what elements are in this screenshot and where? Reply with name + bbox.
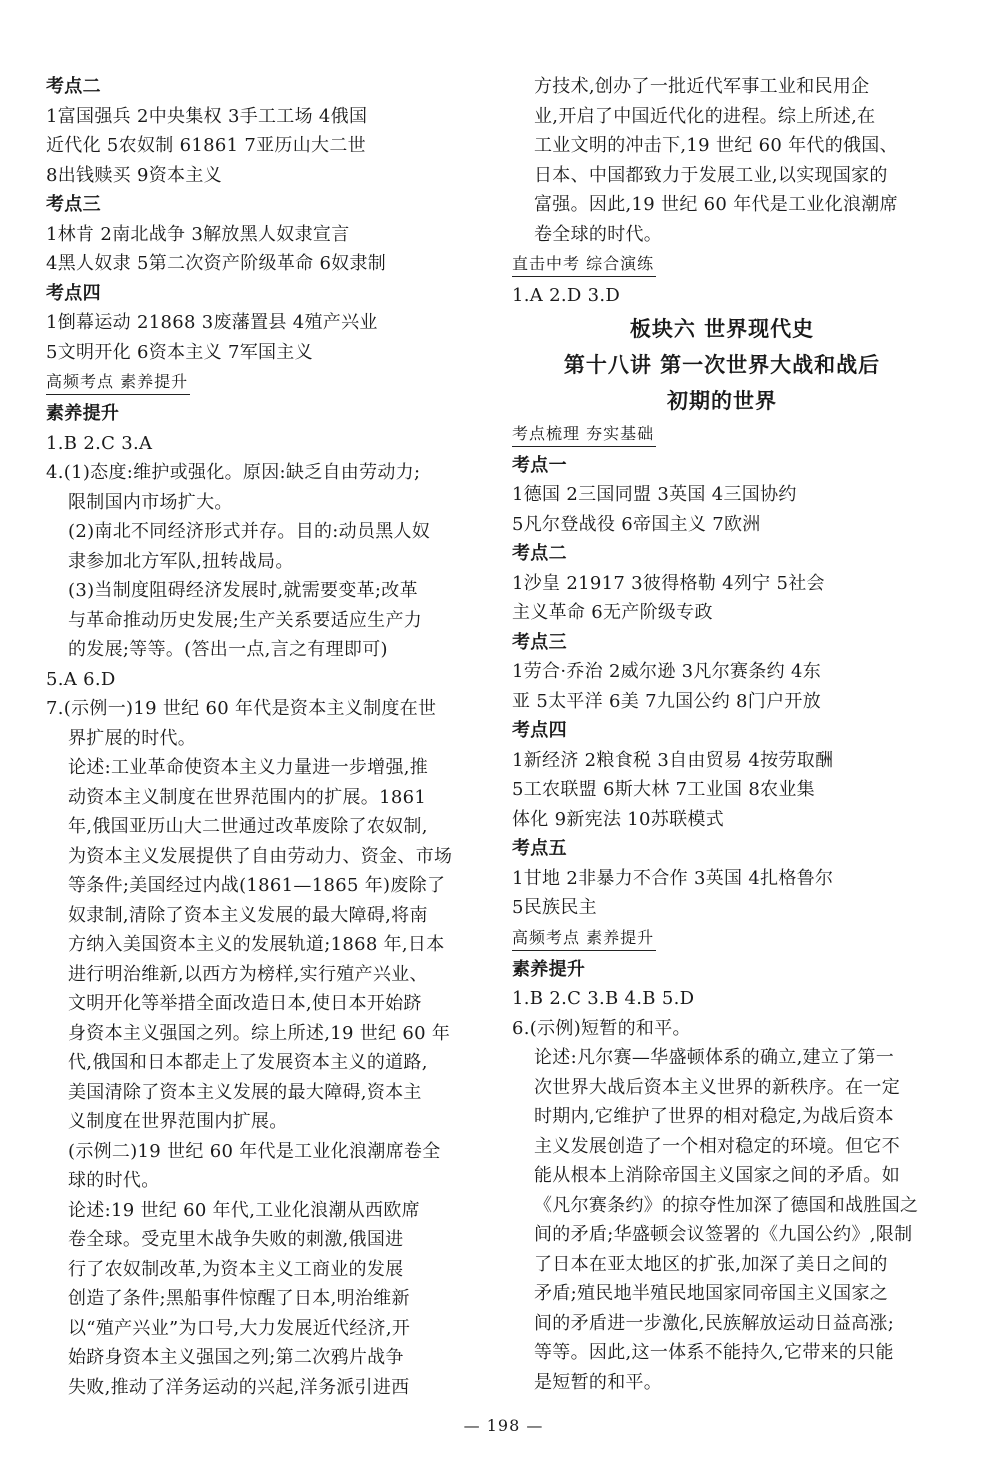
answer-line: 卷全球。受克里木战争失败的刺激,俄国进 (68, 1229, 404, 1250)
text-row (46, 279, 472, 309)
answer-line: 文明开化等举措全面改造日本,使日本开始跻 (68, 993, 422, 1014)
text-row (46, 517, 472, 547)
text-row (512, 1338, 932, 1368)
answer-line: 进行明治维新,以西方为榜样,实行殖产兴业、 (68, 963, 428, 985)
answer-line: 始跻身资本主义强国之列;第二次鸦片战争 (68, 1347, 404, 1368)
answer-line: 等等。因此,这一体系不能持久,它带来的只能 (534, 1342, 894, 1363)
answer-line: 是短暂的和平。 (534, 1371, 663, 1393)
text-row (46, 1019, 472, 1049)
text-row (512, 1102, 932, 1132)
section-title: 初期的世界 (667, 387, 777, 413)
text-row (46, 1078, 472, 1108)
text-row (512, 451, 932, 481)
answer-line: 球的时代。 (68, 1170, 160, 1191)
text-row (512, 716, 932, 746)
answer-line: 的发展;等等。(答出一点,言之有理即可) (68, 639, 388, 660)
text-row (46, 635, 472, 665)
subsection-banner: 高频考点 素养提升 (46, 371, 190, 395)
text-row (512, 1191, 932, 1221)
text-row (46, 458, 472, 488)
text-row (46, 1343, 472, 1373)
text-row (46, 1196, 472, 1226)
subsection-banner: 考点梳理 夯实基础 (512, 423, 656, 447)
text-row (46, 102, 472, 132)
answer-line: 方技术,创办了一批近代军事工业和民用企 (534, 76, 870, 97)
text-row (46, 753, 472, 783)
text-row (512, 539, 932, 569)
left-column (46, 72, 472, 1402)
answer-line: 6.(示例)短暂的和平。 (512, 1017, 691, 1039)
answer-line: 4.(1)态度:维护或强化。原因:缺乏自由劳动力; (46, 462, 421, 483)
text-row (46, 960, 472, 990)
subsection-banner: 高频考点 素养提升 (512, 927, 656, 951)
section-title: 板块六 世界现代史 (629, 315, 815, 341)
answer-line: (3)当制度阻碍经济发展时,就需要变革;改革 (68, 580, 418, 601)
text-row (512, 161, 932, 191)
answer-line: 与革命推动历史发展;生产关系要适应生产力 (68, 609, 423, 631)
answer-line: 论述:工业革命使资本主义力量进一步增强,推 (68, 757, 429, 778)
text-row (46, 249, 472, 279)
text-row (512, 249, 932, 281)
answer-line: 《凡尔赛条约》的掠夺性加深了德国和战胜国之 (534, 1194, 919, 1216)
topic-heading: 素养提升 (512, 958, 586, 980)
answer-line: 动资本主义制度在世界范围内的扩展。1861 (68, 786, 427, 808)
answer-line: 1林肯 2南北战争 3解放黑人奴隶宣言 (46, 223, 350, 245)
answer-line: (2)南北不同经济形式并存。目的:动员黑人奴 (68, 521, 431, 542)
answer-line: 5.A 6.D (46, 668, 116, 690)
text-row (46, 190, 472, 220)
answer-line: 1倒幕运动 21868 3废藩置县 4殖产兴业 (46, 312, 378, 333)
answer-line: 5文明开化 6资本主义 7军国主义 (46, 341, 313, 363)
text-row (512, 190, 932, 220)
subsection-banner: 直击中考 综合演练 (512, 253, 656, 277)
answer-line: 1.A 2.D 3.D (512, 285, 621, 306)
answer-line: 7.(示例一)19 世纪 60 年代是资本主义制度在世 (46, 698, 437, 719)
text-row (512, 72, 932, 102)
answer-line: 限制国内市场扩大。 (68, 491, 233, 513)
text-row (512, 1220, 932, 1250)
text-row (512, 347, 932, 383)
answer-line: 代,俄国和日本都走上了发展资本主义的道路, (68, 1052, 428, 1073)
answer-line: 5工农联盟 6斯大林 7工业国 8农业集 (512, 779, 815, 800)
answer-line: 时期内,它维护了世界的相对稳定,为战后资本 (534, 1106, 894, 1127)
answer-line: 8出钱赎买 9资本主义 (46, 164, 222, 186)
answer-line: 创造了条件;黑船事件惊醒了日本,明治维新 (68, 1288, 410, 1309)
text-row (512, 220, 932, 250)
text-row (512, 628, 932, 658)
text-row (512, 311, 932, 347)
answer-line: 日本、中国都致力于发展工业,以实现国家的 (534, 164, 888, 186)
answer-line: 奴隶制,清除了资本主义发展的最大障碍,将南 (68, 904, 428, 926)
topic-heading: 考点五 (512, 838, 567, 859)
text-row (46, 1107, 472, 1137)
text-row (512, 598, 932, 628)
answer-line: 义制度在世界范围内扩展。 (68, 1111, 288, 1132)
text-row (46, 694, 472, 724)
topic-heading: 考点二 (46, 76, 101, 97)
text-row (512, 864, 932, 894)
answer-line: 5凡尔登战役 6帝国主义 7欧洲 (512, 513, 761, 535)
text-row (512, 746, 932, 776)
text-row (46, 1284, 472, 1314)
text-row (46, 1048, 472, 1078)
text-row (512, 1073, 932, 1103)
text-row (46, 220, 472, 250)
text-row (46, 812, 472, 842)
text-row (46, 131, 472, 161)
section-title: 第十八讲 第一次世界大战和战后 (563, 351, 881, 377)
text-row (46, 842, 472, 872)
answer-line: 隶参加北方军队,扭转战局。 (68, 550, 294, 572)
answer-line: 1富国强兵 2中央集权 3手工工场 4俄国 (46, 105, 368, 127)
answer-line: 美国清除了资本主义发展的最大障碍,资本主 (68, 1081, 422, 1103)
text-row (512, 1309, 932, 1339)
text-row (512, 1161, 932, 1191)
topic-heading: 考点四 (512, 720, 567, 741)
answer-line: 界扩展的时代。 (68, 727, 197, 749)
text-row (512, 1368, 932, 1398)
text-row (46, 783, 472, 813)
text-row (46, 1166, 472, 1196)
text-row (46, 606, 472, 636)
text-row (512, 805, 932, 835)
answer-line: (示例二)19 世纪 60 年代是工业化浪潮席卷全 (68, 1140, 441, 1162)
answer-line: 间的矛盾;华盛顿会议签署的《九国公约》,限制 (534, 1224, 913, 1245)
text-row (512, 1132, 932, 1162)
answer-line: 卷全球的时代。 (534, 223, 663, 245)
text-row (46, 1137, 472, 1167)
text-row (512, 984, 932, 1014)
answer-line: 失败,推动了洋务运动的兴起,洋务派引进西 (68, 1376, 410, 1398)
answer-line: 1沙皇 21917 3彼得格勒 4列宁 5社会 (512, 572, 825, 594)
text-row (46, 871, 472, 901)
answer-line: 能从根本上消除帝国主义国家之间的矛盾。如 (534, 1165, 900, 1186)
text-row (46, 930, 472, 960)
answer-line: 论述:19 世纪 60 年代,工业化浪潮从西欧席 (68, 1199, 420, 1221)
answer-line: 方纳入美国资本主义的发展轨道;1868 年,日本 (68, 934, 445, 955)
answer-line: 主义发展创造了一个相对稳定的环境。但它不 (534, 1135, 900, 1157)
answer-line: 亚 5太平洋 6美 7九国公约 8门户开放 (512, 690, 821, 712)
answer-line: 以“殖产兴业”为口号,大力发展近代经济,开 (68, 1317, 411, 1339)
answer-line: 行了农奴制改革,为资本主义工商业的发展 (68, 1258, 404, 1280)
text-row (46, 724, 472, 754)
answer-line: 5民族民主 (512, 897, 597, 918)
text-row (46, 665, 472, 695)
text-row (46, 399, 472, 429)
answer-line: 为资本主义发展提供了自由劳动力、资金、市场 (68, 845, 453, 867)
text-row (46, 1373, 472, 1403)
text-row (512, 510, 932, 540)
text-row (512, 893, 932, 923)
text-row (512, 281, 932, 311)
topic-heading: 考点三 (46, 194, 101, 215)
answer-line: 身资本主义强国之列。综上所述,19 世纪 60 年 (68, 1022, 451, 1044)
text-row (512, 775, 932, 805)
text-row (46, 1225, 472, 1255)
text-row (46, 308, 472, 338)
right-column (512, 72, 932, 1397)
answer-line: 等条件;美国经过内战(1861—1865 年)废除了 (68, 875, 446, 896)
answer-line: 矛盾;殖民地半殖民地国家同帝国主义国家之 (534, 1283, 889, 1304)
text-row (46, 429, 472, 459)
answer-line: 1劳合·乔治 2威尔逊 3凡尔赛条约 4东 (512, 661, 821, 682)
text-row (46, 1255, 472, 1285)
text-row (512, 383, 932, 419)
text-row (512, 834, 932, 864)
text-row (512, 923, 932, 955)
text-row (46, 901, 472, 931)
text-row (512, 102, 932, 132)
text-row (46, 367, 472, 399)
text-row (512, 1279, 932, 1309)
topic-heading: 考点一 (512, 454, 567, 476)
text-row (46, 72, 472, 102)
text-row (512, 419, 932, 451)
text-row (512, 955, 932, 985)
topic-heading: 考点三 (512, 631, 567, 653)
answer-line: 了日本在亚太地区的扩张,加深了美日之间的 (534, 1253, 888, 1275)
answer-line: 年,俄国亚历山大二世通过改革废除了农奴制, (68, 816, 428, 837)
answer-line: 间的矛盾进一步激化,民族解放运动日益高涨; (534, 1312, 895, 1334)
text-row (512, 687, 932, 717)
text-row (46, 1314, 472, 1344)
answer-line: 工业文明的冲击下,19 世纪 60 年代的俄国、 (534, 135, 898, 156)
topic-heading: 考点二 (512, 543, 567, 564)
text-row (46, 547, 472, 577)
answer-line: 1新经济 2粮食税 3自由贸易 4按劳取酬 (512, 749, 834, 771)
answer-line: 富强。因此,19 世纪 60 年代是工业化浪潮席 (534, 194, 898, 215)
page-number: — 198 — (463, 1416, 544, 1435)
text-row (512, 1014, 932, 1044)
answer-line: 主义革命 6无产阶级专政 (512, 602, 713, 623)
text-row (46, 338, 472, 368)
text-row (46, 161, 472, 191)
topic-heading: 素养提升 (46, 403, 120, 424)
answer-line: 1德国 2三国同盟 3英国 4三国协约 (512, 484, 797, 505)
text-row (512, 657, 932, 687)
answer-line: 体化 9新宪法 10苏联模式 (512, 808, 724, 830)
topic-heading: 考点四 (46, 282, 101, 304)
text-row (512, 480, 932, 510)
text-row (46, 488, 472, 518)
text-row (46, 989, 472, 1019)
text-row (46, 576, 472, 606)
text-row (512, 569, 932, 599)
answer-line: 1甘地 2非暴力不合作 3英国 4扎格鲁尔 (512, 867, 834, 889)
answer-line: 近代化 5农奴制 61861 7亚历山大二世 (46, 135, 366, 156)
answer-line: 业,开启了中国近代化的进程。综上所述,在 (534, 105, 876, 127)
answer-line: 1.B 2.C 3.A (46, 432, 153, 454)
answer-line: 1.B 2.C 3.B 4.B 5.D (512, 988, 695, 1009)
answer-line: 4黑人奴隶 5第二次资产阶级革命 6奴隶制 (46, 253, 387, 274)
answer-line: 次世界大战后资本主义世界的新秩序。在一定 (534, 1076, 900, 1098)
text-row (512, 1043, 932, 1073)
text-row (512, 131, 932, 161)
text-row (512, 1250, 932, 1280)
answer-line: 论述:凡尔赛—华盛顿体系的确立,建立了第一 (534, 1047, 895, 1068)
